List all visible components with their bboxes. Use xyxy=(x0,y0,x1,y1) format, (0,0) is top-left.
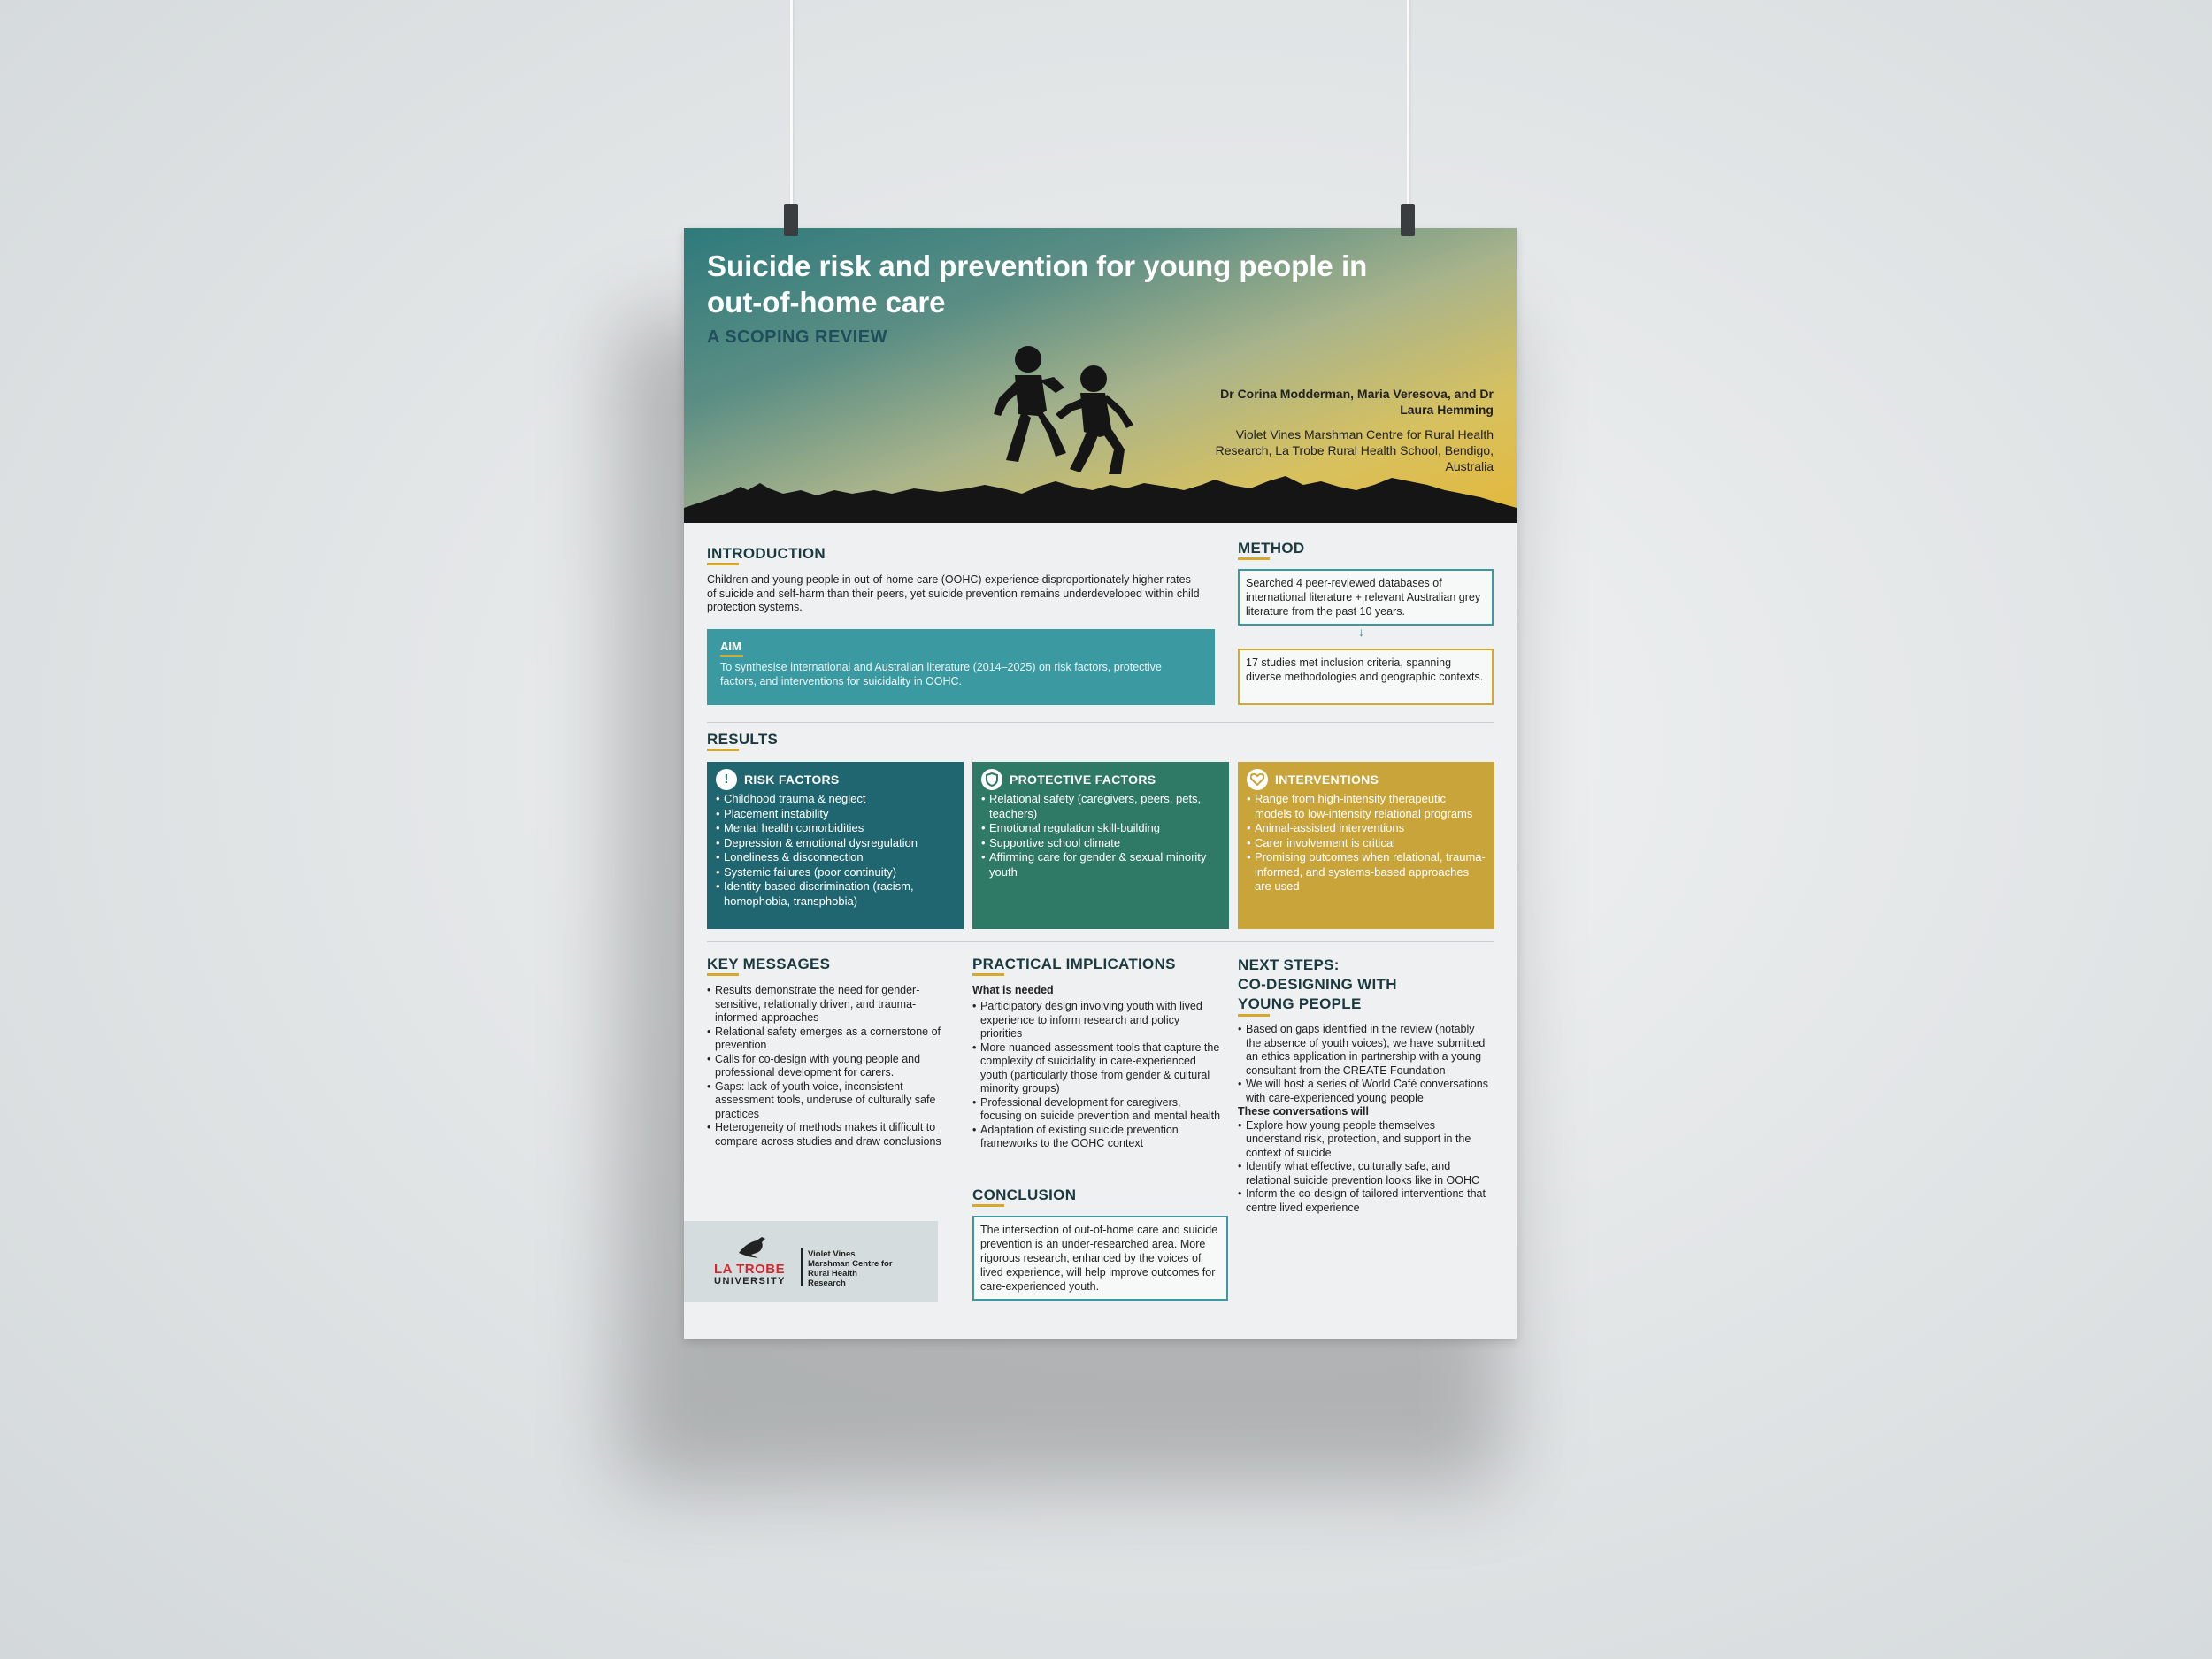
introduction-underline xyxy=(707,563,739,565)
risk-factors-title: RISK FACTORS xyxy=(744,772,840,787)
list-item: • Identify what effective, culturally safe, and relational suicide prevention looks like in OOHC xyxy=(1238,1160,1491,1187)
aim-heading: AIM xyxy=(720,640,741,653)
conclusion-underline xyxy=(972,1204,1004,1207)
list-item: • Results demonstrate the need for gender-sensitive, relationally driven, and trauma-informed approaches xyxy=(707,984,951,1025)
list-item: • Carer involvement is critical xyxy=(1247,836,1486,851)
aim-box xyxy=(707,629,1215,705)
list-item: • Animal-assisted interventions xyxy=(1247,821,1486,836)
next-steps-content xyxy=(1238,1023,1491,1215)
heart-icon xyxy=(1247,769,1268,790)
list-item: • Range from high-intensity therapeutic models to low-intensity relational programs xyxy=(1247,792,1486,821)
list-item: • Calls for co-design with young people and professional development for carers. xyxy=(707,1053,951,1080)
university-name-line2: UNIVERSITY xyxy=(714,1276,787,1286)
shield-icon xyxy=(981,769,1002,790)
risk-factors-list xyxy=(716,792,955,909)
introduction-text: Children and young people in out-of-home care (OOHC) experience disproportionately higher rates of suicide and self-harm than their peers, yet suicide prevention remains underdeveloped within child protection systems. xyxy=(707,573,1200,613)
list-item: • Professional development for caregivers, focusing on suicide prevention and mental health xyxy=(972,1096,1224,1124)
logo-divider xyxy=(801,1248,803,1286)
interventions-title: INTERVENTIONS xyxy=(1275,772,1379,787)
method-underline xyxy=(1238,557,1270,560)
poster xyxy=(684,228,1517,1339)
list-item: • We will host a series of World Café conversations with care-experienced young people xyxy=(1238,1078,1491,1105)
list-item: • Adaptation of existing suicide prevention frameworks to the OOHC context xyxy=(972,1124,1224,1151)
list-item: • Identity-based discrimination (racism, homophobia, transphobia) xyxy=(716,879,955,909)
list-item: • Promising outcomes when relational, trauma-informed, and systems-based approaches are used xyxy=(1247,850,1486,895)
list-item: • Placement instability xyxy=(716,807,955,822)
list-item: • Relational safety (caregivers, peers, pets, teachers) xyxy=(981,792,1220,821)
list-item: • Participatory design involving youth with lived experience to inform research and policy priorities xyxy=(972,1000,1224,1041)
list-item: • Mental health comorbidities xyxy=(716,821,955,836)
next-steps-underline xyxy=(1238,1014,1270,1017)
la-trobe-bird-logo-icon xyxy=(735,1233,771,1260)
university-name-line1: LA TROBE xyxy=(714,1262,786,1277)
conclusion-box: The intersection of out-of-home care and suicide prevention is an under-researched area. More rigorous research, enhanced by the voices of lived experience, will help improve outcomes for care-experienced youth. xyxy=(972,1216,1228,1301)
logo-panel xyxy=(684,1221,938,1302)
aim-text: To synthesise international and Australian literature (2014–2025) on risk factors, protective factors, and interventions for suicidality in OOHC. xyxy=(720,661,1162,687)
results-heading: RESULTS xyxy=(707,731,779,748)
method-heading: METHOD xyxy=(1238,540,1305,557)
list-item: • Supportive school climate xyxy=(981,836,1220,851)
protective-factors-list xyxy=(981,792,1220,879)
key-messages-heading: KEY MESSAGES xyxy=(707,956,831,972)
introduction-heading: INTRODUCTION xyxy=(707,545,826,562)
practical-implications-heading: PRACTICAL IMPLICATIONS xyxy=(972,956,1176,972)
method-step-1: Searched 4 peer-reviewed databases of international literature + relevant Australian grey literature from the past 10 years. xyxy=(1238,569,1494,626)
aim-underline xyxy=(720,655,743,657)
list-item: • Relational safety emerges as a cornerstone of prevention xyxy=(707,1025,951,1053)
next-steps-subheading: These conversations will xyxy=(1238,1105,1369,1118)
next-steps-heading-line2: CO-DESIGNING WITH xyxy=(1238,976,1397,993)
hanging-wire-right xyxy=(1407,0,1409,209)
next-steps-heading-line1: NEXT STEPS: xyxy=(1238,956,1340,973)
divider-2 xyxy=(707,941,1494,942)
conversations-list xyxy=(1238,1119,1491,1216)
list-item: • Emotional regulation skill-building xyxy=(981,821,1220,836)
list-item: • Depression & emotional dysregulation xyxy=(716,836,955,851)
method-arrow: ↓ xyxy=(1358,625,1364,639)
poster-subtitle: A SCOPING REVIEW xyxy=(707,327,887,347)
poster-clip-right xyxy=(1401,204,1415,236)
list-item: • More nuanced assessment tools that capture the complexity of suicidality in care-experienced youth (particularly those from gender & cultural minority groups) xyxy=(972,1041,1224,1096)
authors: Dr Corina Modderman, Maria Veresova, and Dr Laura Hemming xyxy=(1220,387,1494,417)
list-item: • Childhood trauma & neglect xyxy=(716,792,955,807)
risk-factors-card xyxy=(707,762,964,929)
hanging-wire-left xyxy=(790,0,793,209)
list-item: • Inform the co-design of tailored interventions that centre lived experience xyxy=(1238,1187,1491,1215)
list-item: • Heterogeneity of methods makes it difficult to compare across studies and draw conclusions xyxy=(707,1121,951,1148)
affiliation: Violet Vines Marshman Centre for Rural Health Research, La Trobe Rural Health School, Bendigo, Australia xyxy=(1215,427,1494,473)
protective-factors-title: PROTECTIVE FACTORS xyxy=(1010,772,1156,787)
practical-underline xyxy=(972,973,1004,976)
key-messages-underline xyxy=(707,973,739,976)
poster-clip-left xyxy=(784,204,798,236)
results-underline xyxy=(707,749,739,751)
conclusion-heading: CONCLUSION xyxy=(972,1187,1077,1203)
interventions-card xyxy=(1238,762,1494,929)
divider-1 xyxy=(707,722,1494,723)
next-steps-heading xyxy=(1238,956,1397,1014)
poster-header xyxy=(684,228,1517,523)
protective-factors-card xyxy=(972,762,1229,929)
poster-title: Suicide risk and prevention for young people in out-of-home care xyxy=(707,250,1368,319)
list-item: • Explore how young people themselves understand risk, protection, and support in the context of suicide xyxy=(1238,1119,1491,1161)
next-steps-heading-line3: YOUNG PEOPLE xyxy=(1238,995,1362,1012)
list-item: • Systemic failures (poor continuity) xyxy=(716,865,955,880)
list-item: • Affirming care for gender & sexual minority youth xyxy=(981,850,1220,879)
next-steps-list xyxy=(1238,1023,1491,1105)
method-step-2: 17 studies met inclusion criteria, spanning diverse methodologies and geographic contexts. xyxy=(1238,649,1494,705)
key-messages-list xyxy=(707,984,951,1148)
list-item: • Gaps: lack of youth voice, inconsistent assessment tools, underuse of culturally safe practices xyxy=(707,1080,951,1122)
practical-subheading: What is needed xyxy=(972,984,1054,996)
centre-name: Violet Vines Marshman Centre for Rural Health Research xyxy=(808,1249,893,1288)
exclamation-icon: ! xyxy=(716,769,737,790)
interventions-list xyxy=(1247,792,1486,895)
list-item: • Based on gaps identified in the review (notably the absence of youth voices), we have submitted an ethics application in partnership with a young consultant from the CREATE Foundation xyxy=(1238,1023,1491,1078)
practical-list xyxy=(972,1000,1224,1151)
list-item: • Loneliness & disconnection xyxy=(716,850,955,865)
